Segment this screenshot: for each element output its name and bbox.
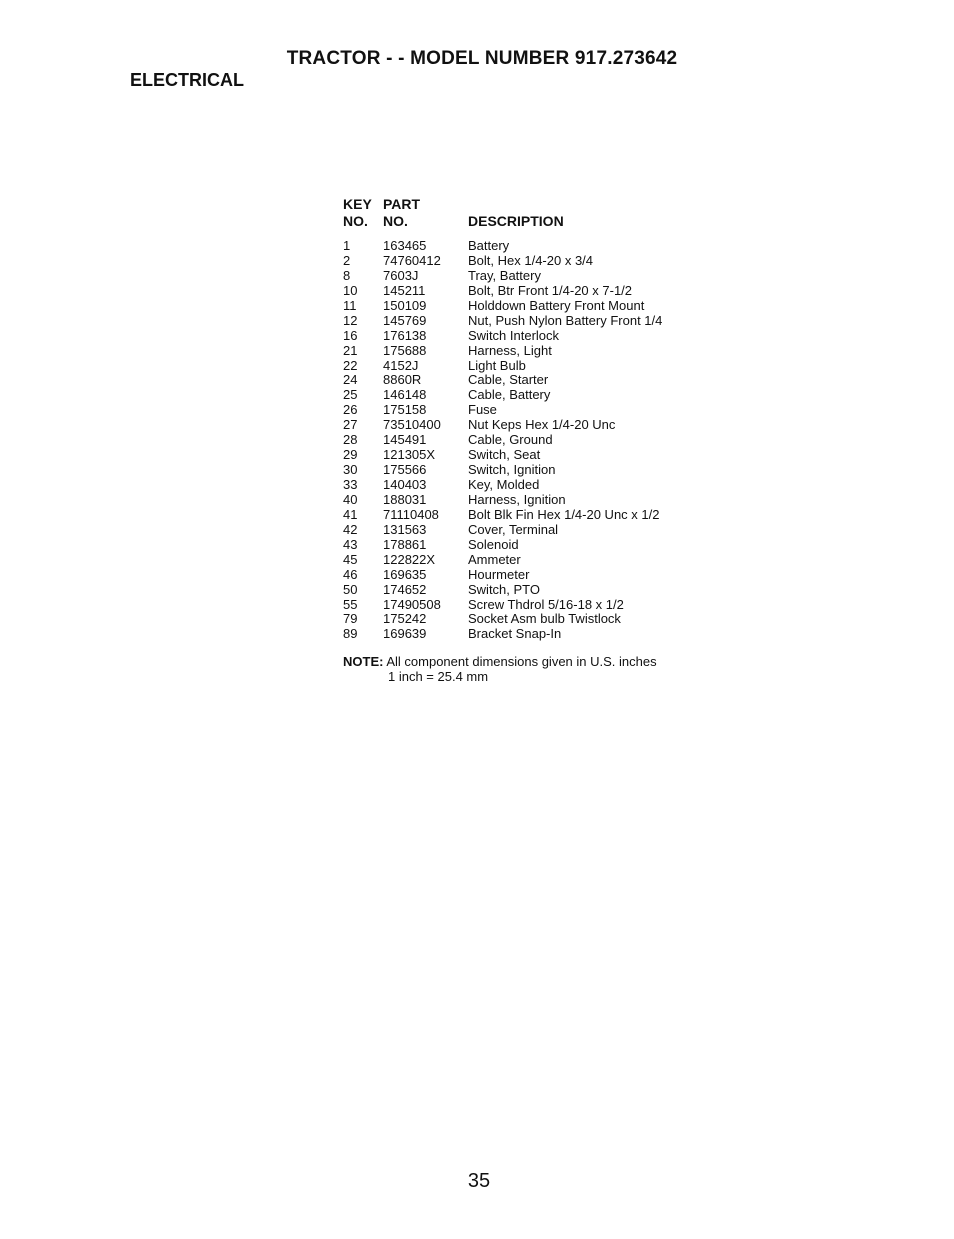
header-key-line2: NO. [343, 213, 368, 229]
part-no: 7603J [383, 267, 419, 283]
note [343, 654, 723, 684]
key-no: 40 [343, 491, 358, 507]
description: Screw Thdrol 5/16-18 x 1/2 [468, 596, 624, 612]
table-row [343, 447, 723, 462]
key-no: 46 [343, 566, 358, 582]
table-row [343, 432, 723, 447]
part-no: 4152J [383, 357, 419, 373]
table-row [343, 238, 723, 253]
part-no: 74760412 [383, 252, 441, 268]
description: Nut Keps Hex 1/4-20 Unc [468, 417, 616, 433]
page-number: 35 [467, 1170, 491, 1192]
description: Bolt, Btr Front 1/4-20 x 7-1/2 [468, 282, 633, 298]
header-key-line1: KEY [343, 196, 372, 212]
description: Switch Interlock [468, 327, 560, 343]
table-row [343, 402, 723, 417]
part-no: 140403 [383, 477, 427, 492]
description: Socket Asm bulb Twistlock [468, 611, 621, 627]
parts-list [343, 196, 723, 684]
table-row [343, 507, 723, 522]
table-row [343, 298, 723, 313]
description: Hourmeter [468, 566, 530, 582]
key-no: 8 [343, 267, 351, 283]
key-no: 55 [343, 596, 358, 612]
note-line1 [343, 654, 723, 669]
part-no: 150109 [383, 297, 427, 313]
table-row [343, 611, 723, 626]
key-no: 1 [343, 238, 351, 253]
table-row [343, 313, 723, 328]
table-row [343, 387, 723, 402]
parts-table-header [343, 196, 723, 238]
key-no: 27 [343, 417, 358, 433]
part-no: 122822X [383, 551, 436, 567]
description: Bolt Blk Fin Hex 1/4-20 Unc x 1/2 [468, 506, 660, 522]
description: Nut, Push Nylon Battery Front 1/4 [468, 312, 663, 328]
key-no: 25 [343, 387, 358, 403]
description: Tray, Battery [468, 267, 541, 283]
key-no: 33 [343, 477, 358, 492]
table-row [343, 522, 723, 537]
description: Harness, Ignition [468, 491, 566, 507]
note-text: All component dimensions given in U.S. inches [383, 654, 657, 670]
description: Key, Molded [468, 477, 540, 492]
key-no: 43 [343, 536, 358, 552]
description: Bracket Snap-In [468, 626, 562, 642]
key-no: 22 [343, 357, 358, 373]
table-row [343, 552, 723, 567]
key-no: 21 [343, 342, 358, 358]
part-no: 175158 [383, 402, 427, 418]
part-no: 175566 [383, 462, 427, 478]
key-no: 10 [343, 282, 358, 298]
part-no: 146148 [383, 387, 427, 403]
page-title: TRACTOR - - MODEL NUMBER 917.273642 [286, 48, 678, 69]
parts-table-body [343, 238, 723, 641]
key-no: 45 [343, 551, 358, 567]
description: Solenoid [468, 536, 519, 552]
key-no: 41 [343, 506, 358, 522]
description: Fuse [468, 402, 497, 418]
part-no: 188031 [383, 491, 427, 507]
header-part-line1: PART [383, 196, 421, 212]
table-row [343, 567, 723, 582]
part-no: 145769 [383, 312, 427, 328]
key-no: 79 [343, 611, 358, 627]
description: Ammeter [468, 551, 521, 567]
key-no: 11 [343, 297, 357, 313]
description: Cable, Ground [468, 432, 553, 448]
table-row [343, 597, 723, 612]
description: Harness, Light [468, 342, 552, 358]
key-no: 16 [343, 327, 358, 343]
section-heading: ELECTRICAL [130, 70, 244, 90]
key-no: 50 [343, 581, 358, 597]
part-no: 169639 [383, 626, 427, 642]
part-no: 174652 [383, 581, 427, 597]
table-row [343, 537, 723, 552]
part-no: 163465 [383, 238, 427, 253]
description: Cable, Battery [468, 387, 551, 403]
table-row [343, 462, 723, 477]
table-row [343, 582, 723, 597]
part-no: 145491 [383, 432, 427, 448]
part-no: 131563 [383, 521, 427, 537]
key-no: 26 [343, 402, 358, 418]
part-no: 71110408 [383, 506, 439, 522]
part-no: 145211 [383, 282, 426, 298]
key-no: 89 [343, 626, 358, 642]
part-no: 178861 [383, 536, 427, 552]
key-no: 42 [343, 521, 358, 537]
key-no: 24 [343, 372, 358, 388]
table-row [343, 343, 723, 358]
key-no: 30 [343, 462, 358, 478]
part-no: 73510400 [383, 417, 441, 433]
header-description: DESCRIPTION [468, 213, 564, 229]
part-no: 175242 [383, 611, 427, 627]
table-row [343, 417, 723, 432]
table-row [343, 328, 723, 343]
description: Light Bulb [468, 357, 526, 373]
table-row [343, 268, 723, 283]
description: Switch, Seat [468, 447, 541, 463]
description: Bolt, Hex 1/4-20 x 3/4 [468, 252, 594, 268]
description: Switch, PTO [468, 581, 541, 597]
table-row [343, 283, 723, 298]
key-no: 28 [343, 432, 358, 448]
part-no: 8860R [383, 372, 422, 388]
description: Battery [468, 238, 510, 253]
table-row [343, 626, 723, 641]
part-no: 176138 [383, 327, 427, 343]
part-no: 17490508 [383, 596, 441, 612]
table-row [343, 477, 723, 492]
part-no: 169635 [383, 566, 427, 582]
note-label: NOTE: [343, 654, 384, 670]
part-no: 175688 [383, 342, 427, 358]
key-no: 2 [343, 252, 351, 268]
table-row [343, 253, 723, 268]
description: Switch, Ignition [468, 462, 556, 478]
table-row [343, 492, 723, 507]
header-part-line2: NO. [383, 213, 408, 229]
key-no: 29 [343, 447, 358, 463]
part-no: 121305X [383, 447, 436, 463]
table-row [343, 358, 723, 373]
table-row [343, 372, 723, 387]
description: Cover, Terminal [468, 521, 559, 537]
description: Cable, Starter [468, 372, 549, 388]
note-line2: 1 inch = 25.4 mm [388, 669, 489, 685]
key-no: 12 [343, 312, 358, 328]
description: Holddown Battery Front Mount [468, 297, 645, 313]
